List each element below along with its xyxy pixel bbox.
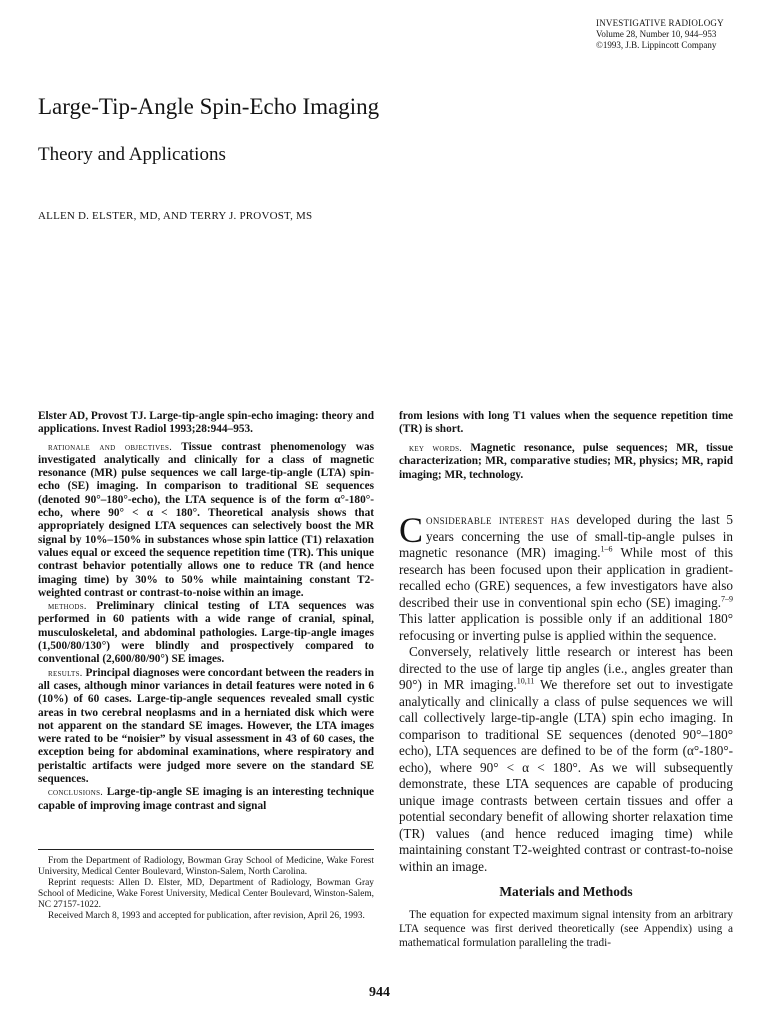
page-number: 944: [369, 985, 390, 1000]
abstract-citation: Elster AD, Provost TJ. Large-tip-angle spin-echo imaging: theory and applications. Invest Radiol 1993;28:944–953.: [38, 410, 374, 436]
body-p1-text-a: developed during the last 5 years concerning the use of small-tip-angle pulses in magnetic resonance (MR) imaging.: [399, 512, 733, 560]
journal-volume: Volume 28, Number 10, 944–953: [596, 29, 717, 39]
journal-info: [596, 18, 756, 51]
abstract-keywords: [399, 442, 733, 482]
article-subtitle: Theory and Applications: [38, 144, 226, 165]
abstract-methods: [38, 600, 374, 666]
journal-copyright: ©1993, J.B. Lippincott Company: [596, 40, 717, 50]
article-authors: ALLEN D. ELSTER, MD, AND TERRY J. PROVOST, MS: [38, 210, 313, 222]
rationale-text: Tissue contrast phenomenology was investigated analytically and clinically for a class of magnetic resonance (MR) pulse sequences we call large-tip-angle (LTA) spin-echo (SE) imaging. In comparison to traditional SE sequences (denoted 90°–180°-echo), the LTA sequence is of the form α°-180°-echo, where 90° < α < 180°. Theoretical analysis shows that appropriately designed LTA sequences can selectively boost the MR signal by 10%–150% in substances whose spin lattice (T1) relaxation values equal or exceed the sequence repetition time (TR). This unique contrast behavior potentially allows one to reduce TR (and hence imaging time) by 30% to 50% while maintaining constant T2-weighted contrast or contrast-to-noise within an image.: [38, 440, 375, 599]
abstract-conclusions-continued: from lesions with long T1 values when the sequence repetition time (TR) is short.: [399, 410, 733, 436]
keywords-text: Magnetic resonance, pulse sequences; MR, tissue characterization; MR, comparative studies; MR, physics; MR, rapid imaging; MR, technology.: [399, 442, 733, 481]
abstract-rationale: [38, 441, 374, 601]
reference-superscript: 1–6: [600, 544, 613, 554]
methods-text: Preliminary clinical testing of LTA sequences was performed in 60 patients with a wide range of cranial, spinal, musculoskeletal, and abdominal pathologies. Large-tip-angle images (1,500/80/130°) were blindly and prospectively compared to conventional (2,600/80/90°) SE images.: [38, 600, 374, 666]
article-title: Large-Tip-Angle Spin-Echo Imaging: [38, 94, 380, 119]
abstract: [38, 410, 374, 813]
abstract-results: [38, 667, 374, 787]
footnote-affiliation: From the Department of Radiology, Bowman Gray School of Medicine, Wake Forest University, Medical Center Boulevard, Winston-Salem, North Carolina.: [38, 856, 374, 877]
results-text: Principal diagnoses were concordant between the readers in all cases, although minor variances in detail features were noted in 6 (10%) of 60 cases. Large-tip-angle sequences revealed small cystic areas in two cerebral neoplasms and in a herniated disk which were not apparent on the standard SE images. However, the LTA images were rated to be “noisier” by visual assessment in 43 of 60 cases, the exception being for abdominal examinations, where respiratory and peristaltic artifacts were judged more severe on the standard SE sequences.: [38, 666, 375, 786]
footnote-divider: [38, 849, 374, 850]
drop-cap: C: [399, 510, 424, 550]
footnotes: [38, 856, 374, 922]
footnote-reprints: Reprint requests: Allen D. Elster, MD, Department of Radiology, Bowman Gray School of Medicine, Wake Forest University, Medical Center Boulevard, Winston-Salem, NC 27157-1022.: [38, 878, 374, 910]
body-p1-text-b: While most of this research has been focused upon their application in gradient-recalled echo (GRE) sequences, a few investigators have also described their use in conventional spin echo (SE) imaging.: [399, 545, 733, 610]
abstract-conclusions: [38, 786, 374, 813]
reference-superscript: 10,11: [516, 676, 535, 686]
body-paragraph-3: The equation for expected maximum signal intensity from an arbitrary LTA sequence was first derived theoretically (see Appendix) using a mathematical formulation paralleling the tradi-: [399, 908, 733, 949]
conclusions-label: conclusions.: [48, 787, 104, 799]
body-p2-text-a: Conversely, relatively little research or interest has been directed to the use of large tip angles (i.e., angles greater than 90°) in MR imaging.: [399, 644, 733, 692]
keywords-label: key words.: [409, 443, 463, 454]
body-text: [399, 512, 733, 950]
body-paragraph-1: [399, 512, 733, 644]
reference-superscript: 7–9: [721, 594, 733, 604]
methods-label: methods.: [48, 601, 87, 613]
intro-smallcaps: onsiderable interest has: [426, 512, 570, 527]
body-paragraph-2: [399, 644, 733, 875]
footnote-received: Received March 8, 1993 and accepted for publication, after revision, April 26, 1993.: [48, 911, 365, 921]
results-label: results.: [48, 667, 83, 679]
journal-name: INVESTIGATIVE RADIOLOGY: [596, 18, 724, 28]
body-p1-text-c: This latter application is possible only if an additional 180° refocusing or inverting pulse is applied within the sequence.: [399, 611, 733, 643]
conclusions-text: Large-tip-angle SE imaging is an interesting technique capable of improving image contrast and signal: [38, 786, 374, 812]
rationale-label: rationale and objectives.: [48, 441, 172, 453]
section-heading: Materials and Methods: [499, 884, 633, 899]
body-p2-text-b: We therefore set out to investigate analytically and clinically a class of pulse sequences we will call collectively large-tip-angle (LTA) spin echo imaging. In comparison to traditional SE sequences (denoted 90°–180° echo), LTA sequences are defined to be of the form (α°-180°-echo), where 90° < α < 180°. As we will subsequently demonstrate, these LTA sequences are capable of producing unique image contrasts between certain tissues and offer a potential secondary benefit of allowing shorter relaxation time (TR) values (and hence reduced imaging time) while maintaining constant T2-weighted contrast or contrast-to-noise within an image.: [399, 677, 733, 874]
